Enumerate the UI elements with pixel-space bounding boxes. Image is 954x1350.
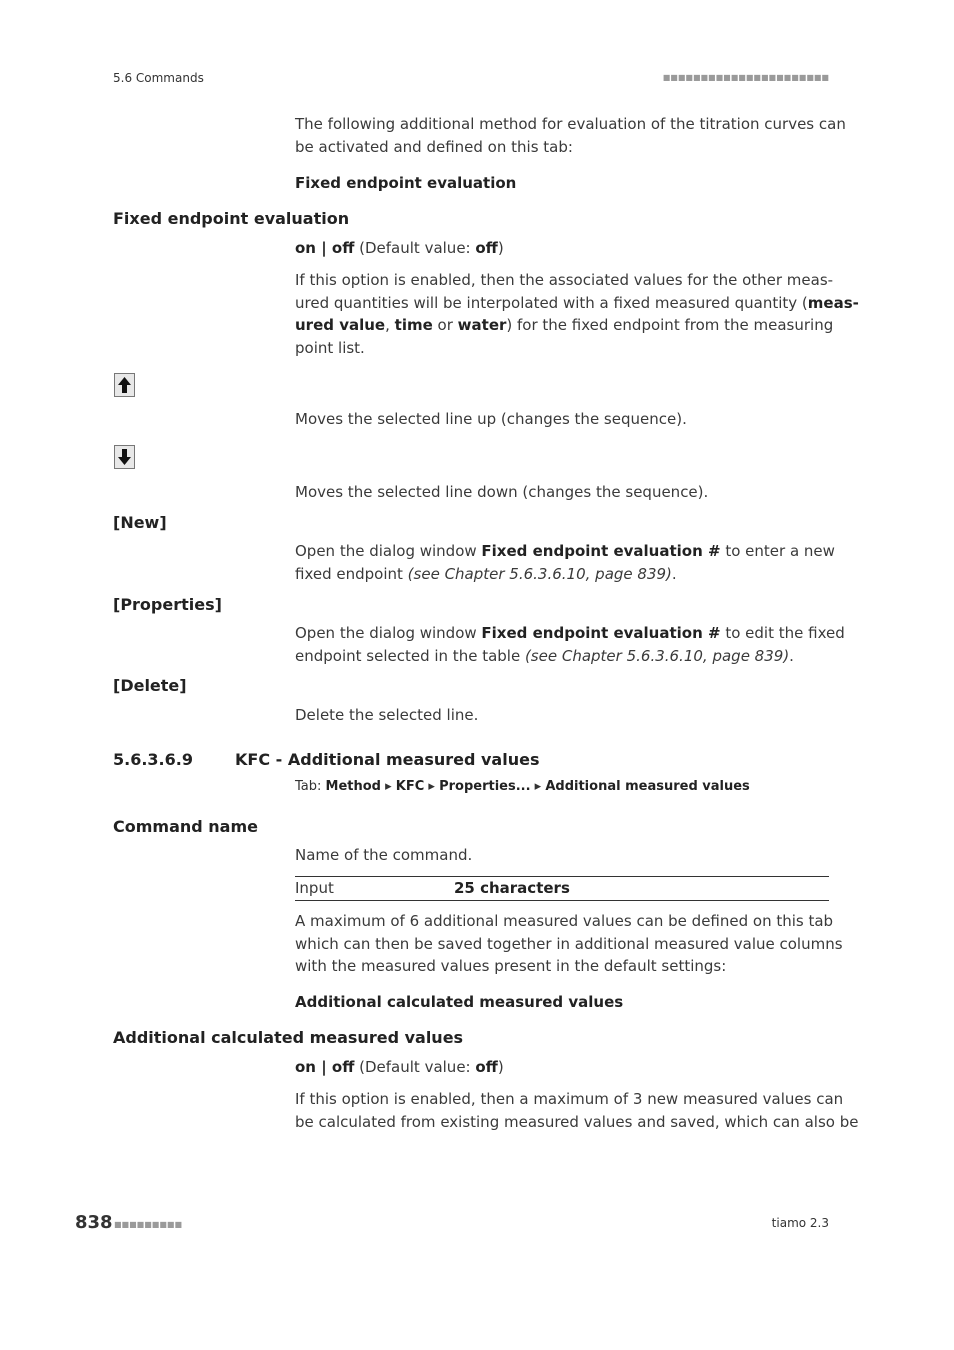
section-number: 5.6.3.6.9 — [113, 750, 193, 769]
param-label-command-name: Command name — [113, 817, 258, 836]
acmv-description: If this option is enabled, then a maximum of 3 new measured values can be calculated from existing measured values and saved, which can also be — [295, 1090, 859, 1131]
product-name: tiamo 2.3 — [771, 1216, 829, 1230]
fep-description: If this option is enabled, then the associated values for the other meas- ured quantities will be interpolated with a fixed measured quantity (meas- ured value, time or water) for the fixed endpoint from the measuring point list. — [295, 271, 859, 357]
footer-decoration: ■■■■■■■■■ — [114, 1220, 183, 1229]
move-up-description: Moves the selected line up (changes the sequence). — [295, 410, 687, 428]
running-header-section: 5.6 Commands — [113, 71, 204, 85]
command-name-description: Name of the command. — [295, 846, 473, 864]
param-label-new: [New] — [113, 513, 167, 532]
amv-intro-paragraph: A maximum of 6 additional measured values can be defined on this tab which can then be saved together in additional measured value columns with the measured values present in the default settings: — [295, 912, 843, 975]
tab-item-fixed-endpoint: Fixed endpoint evaluation — [295, 174, 517, 192]
chapter-reference-link[interactable]: (see Chapter 5.6.3.6.10, page 839) — [407, 564, 672, 583]
table-bottom-rule — [295, 900, 829, 901]
param-label-additional-calculated: Additional calculated measured values — [113, 1028, 464, 1047]
param-label-delete: [Delete] — [113, 676, 187, 695]
move-down-description: Moves the selected line down (changes the sequence). — [295, 483, 709, 501]
tab-path: Tab: Method ▸ KFC ▸ Properties... ▸ Additional measured values — [295, 779, 750, 794]
intro-paragraph: The following additional method for evaluation of the titration curves can be activated and defined on this tab: — [295, 115, 846, 156]
chapter-reference-link[interactable]: (see Chapter 5.6.3.6.10, page 839) — [524, 646, 790, 665]
arrow-up-icon — [114, 373, 135, 397]
section-title: KFC - Additional measured values — [235, 750, 540, 769]
param-label-properties: [Properties] — [113, 595, 222, 614]
tab-item-additional-calculated: Additional calculated measured values — [295, 993, 624, 1011]
input-value: 25 characters — [454, 879, 570, 897]
properties-description: Open the dialog window Fixed endpoint evaluation # to edit the fixed endpoint selected in the table (see Chapter 5.6.3.6.10, page 839). — [295, 624, 845, 665]
arrow-down-icon — [114, 445, 135, 469]
acmv-default-line: on | off (Default value: off) — [295, 1058, 504, 1076]
header-decoration: ■■■■■■■■■■■■■■■■■■■■■■ — [662, 73, 829, 82]
delete-description: Delete the selected line. — [295, 706, 479, 724]
fep-default-line: on | off (Default value: off) — [295, 239, 504, 257]
input-label: Input — [295, 879, 334, 897]
page-number: 838 — [75, 1212, 113, 1233]
new-description: Open the dialog window Fixed endpoint evaluation # to enter a new fixed endpoint (see Chapter 5.6.3.6.10, page 839). — [295, 542, 835, 583]
param-label-fixed-endpoint: Fixed endpoint evaluation — [113, 209, 350, 228]
